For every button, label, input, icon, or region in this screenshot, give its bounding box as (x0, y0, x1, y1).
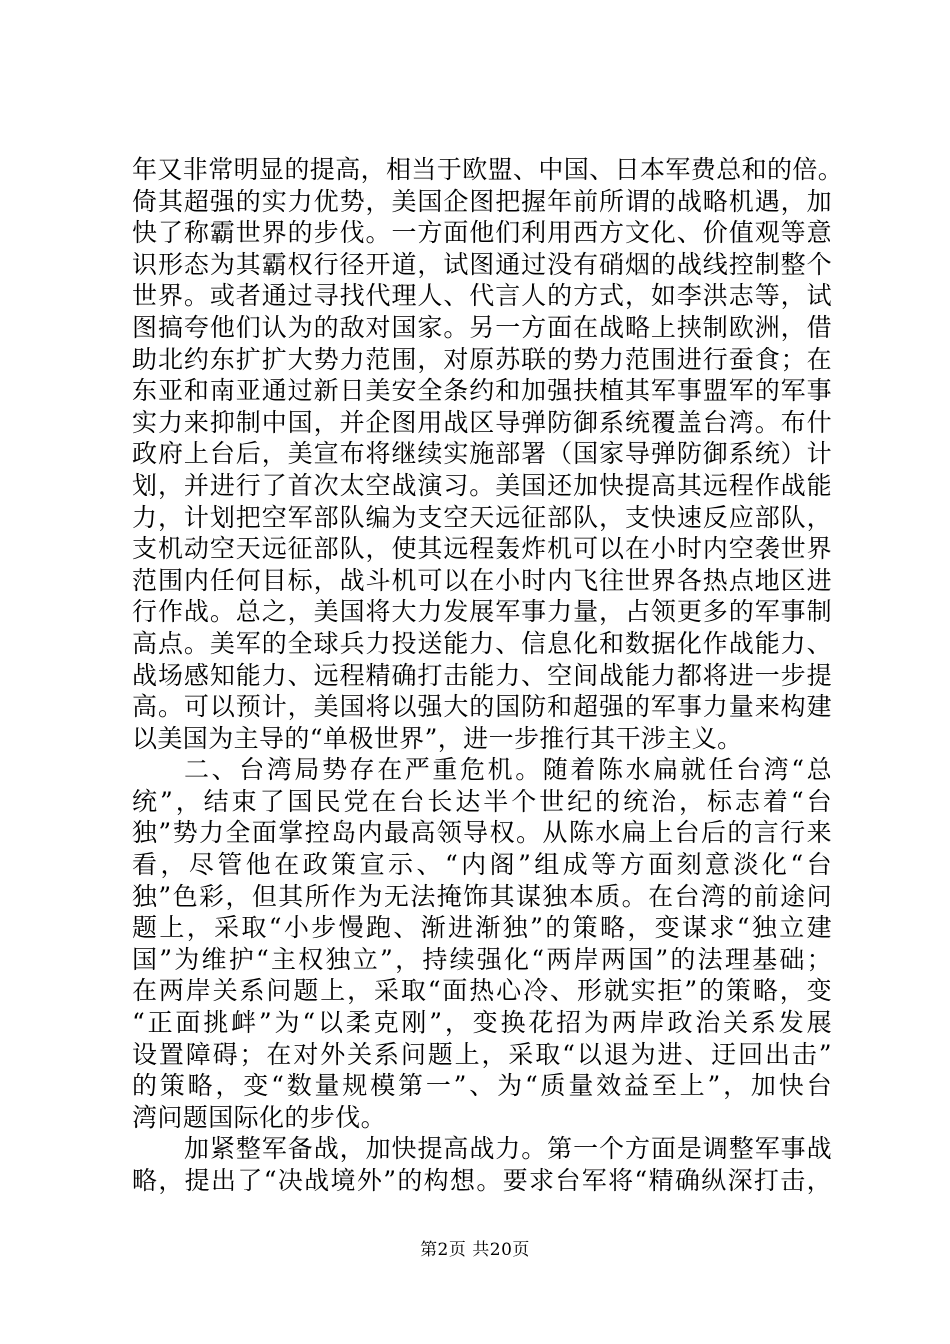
text-line: 加紧整军备战，加快提高战力。第一个方面是调整军事战 (184, 1134, 832, 1164)
text-line: 行作战。总之，美国将大力发展军事力量，占领更多的军事制 (132, 597, 832, 627)
text-line: 力，计划把空军部队编为支空天远征部队，支快速反应部队， (132, 502, 832, 532)
text-line: 在两岸关系问题上，采取“面热心冷、形就实拒”的策略，变 (132, 976, 832, 1006)
text-line: 倚其超强的实力优势，美国企图把握年前所谓的战略机遇，加 (132, 186, 832, 216)
text-line: 划，并进行了首次太空战演习。美国还加快提高其远程作战能 (132, 470, 832, 500)
text-line: 设置障碍；在对外关系问题上，采取“以退为进、迂回出击” (132, 1039, 832, 1069)
text-line: 的策略，变“数量规模第一”、为“质量效益至上”，加快台 (132, 1071, 832, 1101)
text-line: 独”势力全面掌控岛内最高领导权。从陈水扁上台后的言行来 (132, 818, 832, 848)
text-line: 高点。美军的全球兵力投送能力、信息化和数据化作战能力、 (132, 628, 832, 658)
text-line: 快了称霸世界的步伐。一方面他们利用西方文化、价值观等意 (132, 218, 832, 248)
text-line: 高。可以预计，美国将以强大的国防和超强的军事力量来构建 (132, 692, 832, 722)
text-line: 国”为维护“主权独立”，持续强化“两岸两国”的法理基础； (132, 944, 832, 974)
body-text (132, 154, 844, 1197)
text-line: 支机动空天远征部队，使其远程轰炸机可以在小时内空袭世界 (132, 534, 832, 564)
text-line: 助北约东扩扩大势力范围，对原苏联的势力范围进行蚕食；在 (132, 344, 832, 374)
text-line: 年又非常明显的提高，相当于欧盟、中国、日本军费总和的倍。 (132, 155, 844, 184)
text-line: 湾问题国际化的步伐。 (132, 1102, 387, 1132)
text-line: 范围内任何目标，战斗机可以在小时内飞往世界各热点地区进 (132, 565, 832, 595)
text-line: 实力来抑制中国，并企图用战区导弹防御系统覆盖台湾。布什 (132, 407, 832, 437)
text-line: 战场感知能力、远程精确打击能力、空间战能力都将进一步提 (132, 660, 832, 690)
text-line: 题上，采取“小步慢跑、渐进渐独”的策略，变谋求“独立建 (132, 913, 832, 943)
text-line: 东亚和南亚通过新日美安全条约和加强扶植其军事盟军的军事 (132, 376, 832, 406)
text-line: 世界。或者通过寻找代理人、代言人的方式，如李洪志等，试 (132, 281, 832, 311)
text-line: “正面挑衅”为“以柔克刚”，变换花招为两岸政治关系发展 (132, 1008, 832, 1038)
text-line: 统”，结束了国民党在台长达半个世纪的统治，标志着“台 (132, 786, 832, 816)
text-line: 政府上台后，美宣布将继续实施部署（国家导弹防御系统）计 (132, 439, 832, 469)
text-line: 以美国为主导的“单极世界”，进一步推行其干涉主义。 (132, 723, 743, 753)
text-line: 看，尽管他在政策宣示、“内阁”组成等方面刻意淡化“台 (132, 850, 832, 880)
page-footer: 第2页 共20页 (420, 1240, 530, 1260)
text-line: 略，提出了“决战境外”的构想。要求台军将“精确纵深打击， (132, 1166, 832, 1195)
text-line: 图搞夸他们认为的敌对国家。另一方面在战略上挟制欧洲，借 (132, 312, 832, 342)
text-line: 识形态为其霸权行径开道，试图通过没有硝烟的战线控制整个 (132, 249, 832, 279)
text-line: 独”色彩，但其所作为无法掩饰其谋独本质。在台湾的前途问 (132, 881, 832, 911)
text-line: 二、台湾局势存在严重危机。随着陈水扁就任台湾“总 (184, 755, 832, 785)
